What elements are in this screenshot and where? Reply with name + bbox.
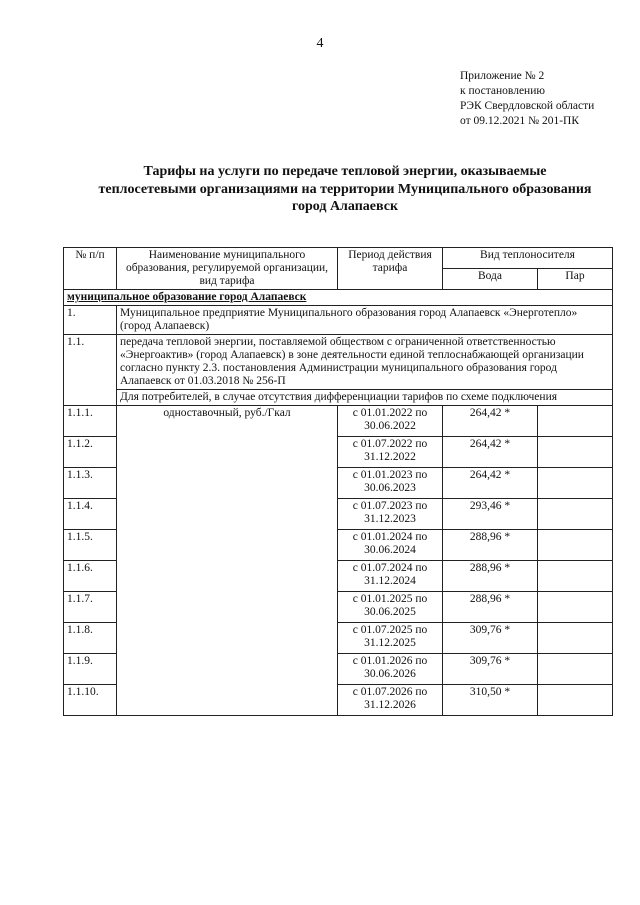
consumers-row <box>64 390 613 406</box>
row-num: 1.1.1. <box>64 406 117 437</box>
row-num: 1.1.3. <box>64 468 117 499</box>
row-period: с 01.01.2025 по 30.06.2025 <box>338 592 443 623</box>
row-steam-price <box>538 561 613 592</box>
row-water-price: 288,96 * <box>443 530 538 561</box>
header-period: Период действия тарифа <box>338 248 443 290</box>
row-water-price: 264,42 * <box>443 437 538 468</box>
row-num: 1.1.5. <box>64 530 117 561</box>
tariff-type: одноставочный, руб./Гкал <box>117 406 338 716</box>
row-water-price: 293,46 * <box>443 499 538 530</box>
row-water-price: 264,42 * <box>443 406 538 437</box>
row-period: с 01.01.2022 по 30.06.2022 <box>338 406 443 437</box>
row-water-price: 310,50 * <box>443 685 538 716</box>
row-num: 1.1.4. <box>64 499 117 530</box>
row-period: с 01.07.2025 по 31.12.2025 <box>338 623 443 654</box>
row-period: с 01.07.2024 по 31.12.2024 <box>338 561 443 592</box>
title-line-2: теплосетевыми организациями на территории Муниципального образования <box>98 181 592 197</box>
row-water-price: 264,42 * <box>443 468 538 499</box>
row-steam-price <box>538 499 613 530</box>
row-period: с 01.01.2023 по 30.06.2023 <box>338 468 443 499</box>
row-water-price: 288,96 * <box>443 592 538 623</box>
header-name: Наименование муниципального образования, регулируемой организации, вид тарифа <box>117 248 338 290</box>
row-water-price: 309,76 * <box>443 654 538 685</box>
row-period: с 01.07.2022 по 31.12.2022 <box>338 437 443 468</box>
appendix-line-3: РЭК Свердловской области <box>460 100 595 112</box>
row-steam-price <box>538 530 613 561</box>
row-num: 1.1.10. <box>64 685 117 716</box>
section-row <box>64 335 613 390</box>
appendix-line-4: от 09.12.2021 № 201-ПК <box>460 115 580 127</box>
organization-num: 1. <box>64 306 117 335</box>
organization-name: Муниципальное предприятие Муниципального образования город Алапаевск «Энерготепло» (город Алапаевск) <box>117 306 613 335</box>
row-num: 1.1.2. <box>64 437 117 468</box>
row-num: 1.1.7. <box>64 592 117 623</box>
row-period: с 01.01.2024 по 30.06.2024 <box>338 530 443 561</box>
row-steam-price <box>538 623 613 654</box>
row-water-price: 288,96 * <box>443 561 538 592</box>
row-period: с 01.07.2023 по 31.12.2023 <box>338 499 443 530</box>
row-num: 1.1.9. <box>64 654 117 685</box>
header-water: Вода <box>443 269 538 290</box>
appendix-line-1: Приложение № 2 <box>460 70 545 82</box>
section-text: передача тепловой энергии, поставляемой обществом с ограниченной ответственностью «Энергоактив» (город Алапаевск) в зоне деятельности единой теплоснабжающей организации согласно пункту 2.3. постановления Администрации муниципального образования город Алапаевск от 01.03.2018 № 256-П <box>117 335 613 390</box>
row-steam-price <box>538 437 613 468</box>
row-steam-price <box>538 406 613 437</box>
section-num: 1.1. <box>64 335 117 406</box>
title-line-1: Тарифы на услуги по передаче тепловой энергии, оказываемые <box>143 164 547 179</box>
organization-row <box>64 306 613 335</box>
header-carrier: Вид теплоносителя <box>443 248 613 269</box>
row-steam-price <box>538 592 613 623</box>
header-row <box>64 248 613 269</box>
document-title <box>60 163 630 216</box>
page-number: 4 <box>316 36 324 51</box>
appendix-line-2: к постановлению <box>460 85 545 97</box>
tariff-table <box>63 247 613 716</box>
row-steam-price <box>538 468 613 499</box>
row-period: с 01.07.2026 по 31.12.2026 <box>338 685 443 716</box>
row-num: 1.1.8. <box>64 623 117 654</box>
row-num: 1.1.6. <box>64 561 117 592</box>
appendix-block <box>460 69 594 129</box>
row-water-price: 309,76 * <box>443 623 538 654</box>
row-steam-price <box>538 685 613 716</box>
row-steam-price <box>538 654 613 685</box>
header-steam: Пар <box>538 269 613 290</box>
municipality-row <box>64 290 613 306</box>
consumers-text: Для потребителей, в случае отсутствия дифференциации тарифов по схеме подключения <box>117 390 613 406</box>
row-period: с 01.01.2026 по 30.06.2026 <box>338 654 443 685</box>
title-line-3: город Алапаевск <box>291 199 399 214</box>
municipality-name: муниципальное образование город Алапаевск <box>64 290 613 306</box>
table-row <box>64 406 613 437</box>
header-num: № п/п <box>64 248 117 290</box>
